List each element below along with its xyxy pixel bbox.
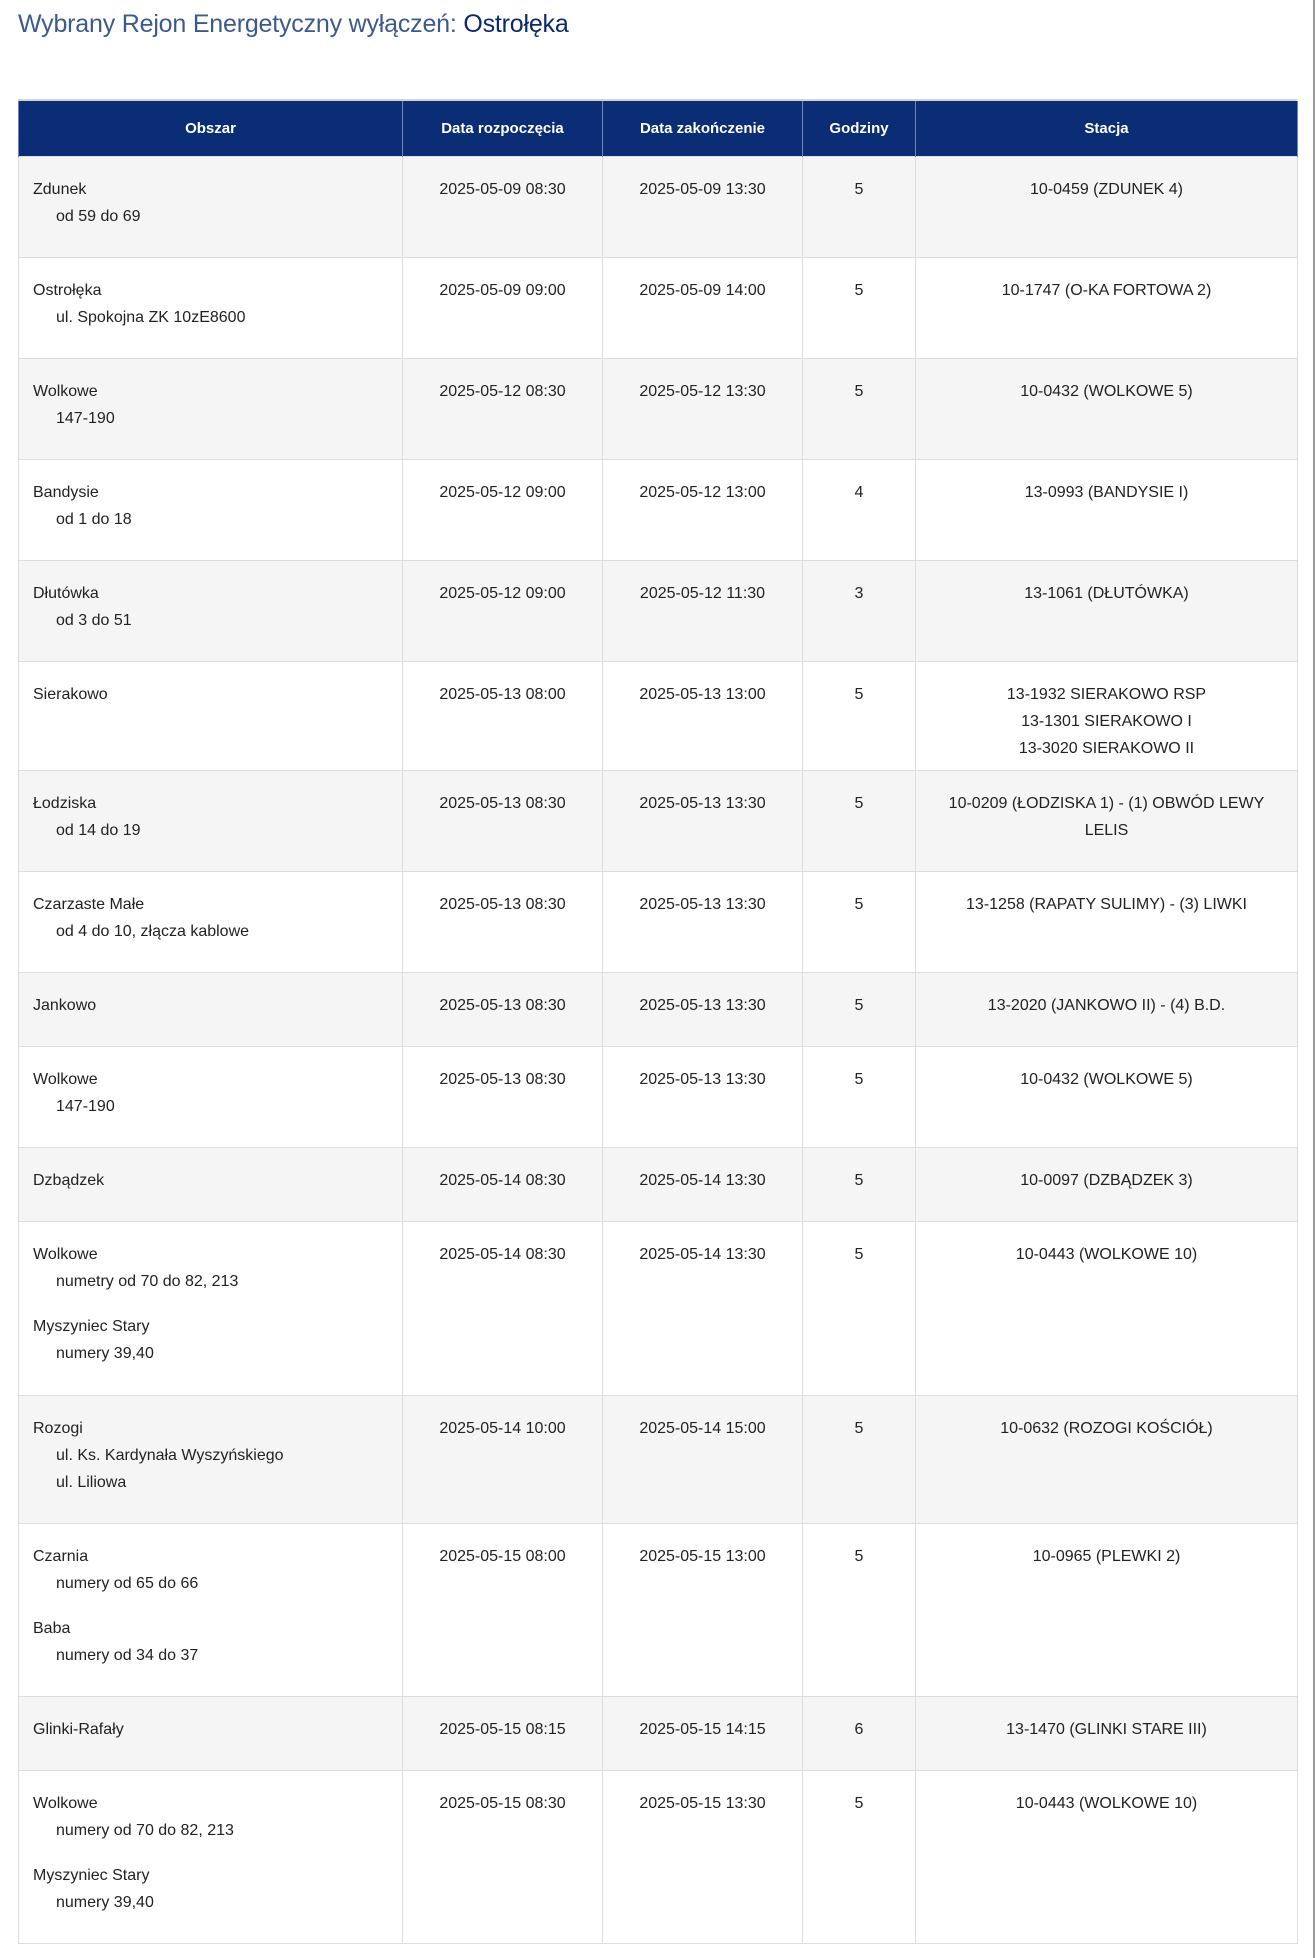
outage-table-container <box>18 99 1297 1944</box>
column-header-hours: Godziny <box>803 101 916 157</box>
area-spacer <box>33 1597 388 1615</box>
cell-hours: 5 <box>803 1222 916 1396</box>
cell-area <box>19 1524 403 1697</box>
area-detail: od 14 do 19 <box>56 822 141 839</box>
cell-start-date: 2025-05-15 08:30 <box>403 1771 603 1944</box>
cell-hours: 5 <box>803 1396 916 1524</box>
station-line: 10-0209 (ŁODZISKA 1) - (1) OBWÓD LEWY LELIS <box>948 795 1265 839</box>
area-detail: numery 39,40 <box>56 1345 154 1362</box>
station-line: 13-1470 (GLINKI STARE III) <box>1006 1721 1207 1738</box>
cell-end-date: 2025-05-12 11:30 <box>603 561 803 662</box>
page-title-prefix: Wybrany Rejon Energetyczny wyłączeń: <box>18 10 457 38</box>
cell-hours: 5 <box>803 1771 916 1944</box>
cell-station <box>916 1524 1298 1697</box>
cell-start-date: 2025-05-12 09:00 <box>403 460 603 561</box>
cell-area <box>19 872 403 973</box>
table-row <box>19 662 1298 771</box>
column-header-start-date: Data rozpoczęcia <box>403 101 603 157</box>
area-name: Wolkowe <box>33 1795 98 1812</box>
cell-hours: 3 <box>803 561 916 662</box>
cell-station <box>916 872 1298 973</box>
cell-end-date: 2025-05-12 13:30 <box>603 359 803 460</box>
cell-station <box>916 1148 1298 1222</box>
cell-start-date: 2025-05-09 09:00 <box>403 258 603 359</box>
area-name: Wolkowe <box>33 383 98 400</box>
cell-station <box>916 973 1298 1047</box>
area-name: Rozogi <box>33 1420 83 1437</box>
area-name: Jankowo <box>33 997 97 1014</box>
station-line: 10-0632 (ROZOGI KOŚCIÓŁ) <box>1000 1420 1213 1437</box>
table-body <box>19 157 1298 1944</box>
cell-end-date: 2025-05-09 13:30 <box>603 157 803 258</box>
cell-area <box>19 1771 403 1944</box>
cell-area <box>19 157 403 258</box>
table-row <box>19 1524 1298 1697</box>
area-name: Sierakowo <box>33 686 108 703</box>
area-name: Zdunek <box>33 181 87 198</box>
cell-start-date: 2025-05-13 08:30 <box>403 872 603 973</box>
cell-end-date: 2025-05-14 13:30 <box>603 1222 803 1396</box>
table-row <box>19 1396 1298 1524</box>
cell-area <box>19 973 403 1047</box>
area-name: Dłutówka <box>33 585 99 602</box>
cell-area <box>19 1047 403 1148</box>
table-row <box>19 460 1298 561</box>
cell-end-date: 2025-05-13 13:30 <box>603 973 803 1047</box>
cell-end-date: 2025-05-15 13:30 <box>603 1771 803 1944</box>
station-line: 10-0443 (WOLKOWE 10) <box>1015 1795 1198 1812</box>
area-name: Czarzaste Małe <box>33 896 145 913</box>
page-title <box>18 10 569 39</box>
cell-station <box>916 1771 1298 1944</box>
cell-hours: 6 <box>803 1697 916 1771</box>
cell-area <box>19 561 403 662</box>
cell-hours: 5 <box>803 157 916 258</box>
cell-end-date: 2025-05-12 13:00 <box>603 460 803 561</box>
area-name: Wolkowe <box>33 1071 98 1088</box>
cell-start-date: 2025-05-13 08:30 <box>403 973 603 1047</box>
station-line: 13-0993 (BANDYSIE I) <box>1024 484 1189 501</box>
area-detail: numery od 65 do 66 <box>56 1575 199 1592</box>
table-row <box>19 1047 1298 1148</box>
table-row <box>19 1148 1298 1222</box>
area-name: Czarnia <box>33 1548 89 1565</box>
area-spacer <box>33 1295 388 1313</box>
area-name: Ostrołęka <box>33 282 102 299</box>
column-header-area: Obszar <box>19 101 403 157</box>
table-row <box>19 1771 1298 1944</box>
area-detail: od 4 do 10, złącza kablowe <box>56 923 250 940</box>
cell-area <box>19 1396 403 1524</box>
area-detail: numery od 34 do 37 <box>56 1647 199 1664</box>
cell-hours: 4 <box>803 460 916 561</box>
station-line: 10-0097 (DZBĄDZEK 3) <box>1020 1172 1193 1189</box>
outage-table <box>18 101 1298 1944</box>
table-row <box>19 258 1298 359</box>
cell-hours: 5 <box>803 1047 916 1148</box>
cell-area <box>19 258 403 359</box>
area-name: Glinki-Rafały <box>33 1721 124 1738</box>
cell-area <box>19 662 403 771</box>
cell-area <box>19 1697 403 1771</box>
table-row <box>19 973 1298 1047</box>
cell-hours: 5 <box>803 872 916 973</box>
station-line: 10-0459 (ZDUNEK 4) <box>1030 181 1183 198</box>
cell-end-date: 2025-05-14 13:30 <box>603 1148 803 1222</box>
table-row <box>19 359 1298 460</box>
cell-end-date: 2025-05-15 14:15 <box>603 1697 803 1771</box>
table-row <box>19 1697 1298 1771</box>
cell-start-date: 2025-05-15 08:15 <box>403 1697 603 1771</box>
cell-hours: 5 <box>803 771 916 872</box>
area-detail: od 59 do 69 <box>56 208 141 225</box>
area-detail: od 3 do 51 <box>56 612 132 629</box>
area-detail: od 1 do 18 <box>56 511 132 528</box>
cell-end-date: 2025-05-09 14:00 <box>603 258 803 359</box>
cell-area <box>19 1222 403 1396</box>
cell-end-date: 2025-05-13 13:30 <box>603 872 803 973</box>
cell-area <box>19 460 403 561</box>
cell-start-date: 2025-05-09 08:30 <box>403 157 603 258</box>
station-line: 13-1932 SIERAKOWO RSP <box>1006 686 1207 703</box>
cell-end-date: 2025-05-14 15:00 <box>603 1396 803 1524</box>
table-row <box>19 1222 1298 1396</box>
column-header-end-date: Data zakończenie <box>603 101 803 157</box>
area-detail: numetry od 70 do 82, 213 <box>56 1273 239 1290</box>
cell-station <box>916 1047 1298 1148</box>
cell-start-date: 2025-05-14 08:30 <box>403 1148 603 1222</box>
area-detail: numery 39,40 <box>56 1894 154 1911</box>
cell-start-date: 2025-05-15 08:00 <box>403 1524 603 1697</box>
station-line: 13-1301 SIERAKOWO I <box>1021 713 1192 730</box>
table-row <box>19 771 1298 872</box>
area-name: Wolkowe <box>33 1246 98 1263</box>
station-line: 10-0443 (WOLKOWE 10) <box>1015 1246 1198 1263</box>
cell-area <box>19 1148 403 1222</box>
station-line: 10-0965 (PLEWKI 2) <box>1032 1548 1181 1565</box>
cell-station <box>916 258 1298 359</box>
cell-station <box>916 561 1298 662</box>
cell-station <box>916 662 1298 771</box>
station-line: 10-0432 (WOLKOWE 5) <box>1020 383 1193 400</box>
cell-area <box>19 771 403 872</box>
area-name: Bandysie <box>33 484 99 501</box>
table-row <box>19 157 1298 258</box>
area-detail: numery od 70 do 82, 213 <box>56 1822 234 1839</box>
cell-start-date: 2025-05-12 08:30 <box>403 359 603 460</box>
area-name: Myszyniec Stary <box>33 1867 150 1884</box>
cell-start-date: 2025-05-12 09:00 <box>403 561 603 662</box>
area-detail: 147-190 <box>56 410 115 427</box>
station-line: 13-3020 SIERAKOWO II <box>1018 740 1195 757</box>
cell-station <box>916 359 1298 460</box>
cell-end-date: 2025-05-13 13:30 <box>603 771 803 872</box>
table-header-row <box>19 101 1298 157</box>
station-line: 13-1258 (RAPATY SULIMY) - (3) LIWKI <box>966 896 1247 913</box>
cell-station <box>916 1396 1298 1524</box>
area-name: Myszyniec Stary <box>33 1318 150 1335</box>
cell-end-date: 2025-05-13 13:00 <box>603 662 803 771</box>
cell-hours: 5 <box>803 359 916 460</box>
cell-hours: 5 <box>803 1524 916 1697</box>
cell-start-date: 2025-05-13 08:00 <box>403 662 603 771</box>
table-row <box>19 872 1298 973</box>
cell-station <box>916 460 1298 561</box>
cell-station <box>916 1222 1298 1396</box>
cell-hours: 5 <box>803 662 916 771</box>
cell-station <box>916 157 1298 258</box>
station-line: 13-2020 (JANKOWO II) - (4) B.D. <box>987 997 1226 1014</box>
station-line: 10-1747 (O-KA FORTOWA 2) <box>1001 282 1212 299</box>
station-line: 13-1061 (DŁUTÓWKA) <box>1024 585 1189 602</box>
station-line: 10-0432 (WOLKOWE 5) <box>1020 1071 1193 1088</box>
area-spacer <box>33 1844 388 1862</box>
area-detail: ul. Liliowa <box>56 1474 127 1491</box>
cell-start-date: 2025-05-13 08:30 <box>403 771 603 872</box>
area-name: Łodziska <box>33 795 97 812</box>
cell-start-date: 2025-05-14 08:30 <box>403 1222 603 1396</box>
table-row <box>19 561 1298 662</box>
cell-station <box>916 771 1298 872</box>
cell-hours: 5 <box>803 258 916 359</box>
cell-end-date: 2025-05-13 13:30 <box>603 1047 803 1148</box>
cell-start-date: 2025-05-13 08:30 <box>403 1047 603 1148</box>
area-detail: ul. Spokojna ZK 10zE8600 <box>56 309 246 326</box>
cell-end-date: 2025-05-15 13:00 <box>603 1524 803 1697</box>
cell-area <box>19 359 403 460</box>
column-header-station: Stacja <box>916 101 1298 157</box>
area-name: Dzbądzek <box>33 1172 105 1189</box>
selected-region: Ostrołęka <box>463 10 569 38</box>
cell-hours: 5 <box>803 1148 916 1222</box>
cell-station <box>916 1697 1298 1771</box>
cell-start-date: 2025-05-14 10:00 <box>403 1396 603 1524</box>
area-detail: 147-190 <box>56 1098 115 1115</box>
cell-hours: 5 <box>803 973 916 1047</box>
area-detail: ul. Ks. Kardynała Wyszyńskiego <box>56 1447 284 1464</box>
area-name: Baba <box>33 1620 71 1637</box>
